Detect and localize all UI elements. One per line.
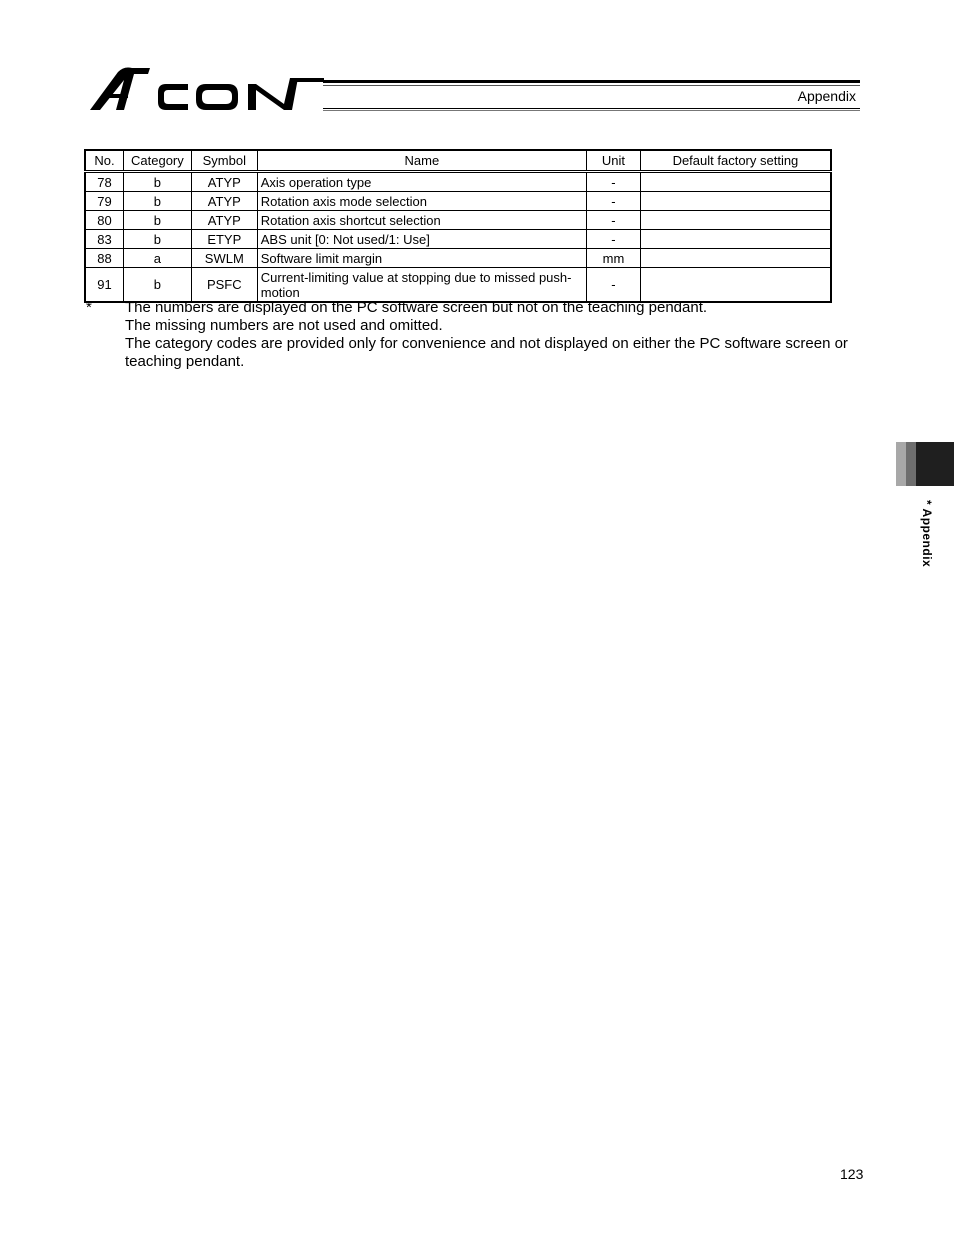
- section-label: Appendix: [797, 88, 856, 104]
- cell-symbol: ATYP: [191, 172, 257, 192]
- cell-symbol: ATYP: [191, 192, 257, 211]
- cell-symbol: PSFC: [191, 268, 257, 303]
- table-row: [85, 268, 831, 303]
- table-notes: [86, 299, 866, 371]
- column-header-name: Name: [257, 150, 586, 172]
- cell-default: [640, 211, 831, 230]
- table-row: [85, 172, 831, 192]
- cell-category: b: [123, 192, 191, 211]
- cell-unit: -: [587, 211, 641, 230]
- table-row: [85, 211, 831, 230]
- cell-symbol: ETYP: [191, 230, 257, 249]
- table-row: [85, 230, 831, 249]
- acon-logo: [88, 64, 328, 116]
- cell-default: [640, 268, 831, 303]
- cell-category: b: [123, 268, 191, 303]
- chapter-tab: [896, 442, 954, 486]
- cell-unit: mm: [587, 249, 641, 268]
- cell-unit: -: [587, 268, 641, 303]
- acon-logo-mark: [88, 64, 328, 116]
- table-row: [85, 192, 831, 211]
- cell-name: Current-limiting value at stopping due to missed push-motion: [257, 268, 586, 303]
- chapter-tab-stripe-mid: [906, 442, 916, 486]
- note-marker: *: [86, 299, 92, 316]
- header-rule-top: [323, 80, 860, 83]
- cell-name: ABS unit [0: Not used/1: Use]: [257, 230, 586, 249]
- cell-no: 83: [85, 230, 123, 249]
- cell-category: b: [123, 172, 191, 192]
- cell-no: 91: [85, 268, 123, 303]
- note-line: The category codes are provided only for convenience and not displayed on either the PC software screen or teaching pendant.: [125, 335, 848, 370]
- cell-default: [640, 192, 831, 211]
- note-line: The missing numbers are not used and omitted.: [125, 317, 443, 334]
- cell-category: b: [123, 230, 191, 249]
- column-header-category: Category: [123, 150, 191, 172]
- note-line: The numbers are displayed on the PC software screen but not on the teaching pendant.: [125, 299, 708, 316]
- cell-unit: -: [587, 172, 641, 192]
- chapter-tab-stripe-light: [896, 442, 906, 486]
- note-lines: [125, 299, 866, 371]
- cell-no: 80: [85, 211, 123, 230]
- cell-symbol: ATYP: [191, 211, 257, 230]
- header-rule-top-thin: [323, 85, 860, 86]
- header-rule-bottom: [323, 108, 860, 109]
- cell-no: 88: [85, 249, 123, 268]
- cell-symbol: SWLM: [191, 249, 257, 268]
- cell-name: Rotation axis mode selection: [257, 192, 586, 211]
- cell-default: [640, 172, 831, 192]
- cell-name: Software limit margin: [257, 249, 586, 268]
- cell-unit: -: [587, 230, 641, 249]
- cell-name: Rotation axis shortcut selection: [257, 211, 586, 230]
- column-header-symbol: Symbol: [191, 150, 257, 172]
- chapter-tab-label: * Appendix: [920, 500, 934, 568]
- cell-no: 79: [85, 192, 123, 211]
- column-header-default: Default factory setting: [640, 150, 831, 172]
- table-header-row: [85, 150, 831, 172]
- cell-default: [640, 249, 831, 268]
- parameter-table: [84, 149, 832, 303]
- cell-category: b: [123, 211, 191, 230]
- cell-default: [640, 230, 831, 249]
- cell-no: 78: [85, 172, 123, 192]
- column-header-unit: Unit: [587, 150, 641, 172]
- header-rule-bottom-thin: [323, 110, 860, 111]
- cell-unit: -: [587, 192, 641, 211]
- column-header-no: No.: [85, 150, 123, 172]
- table-row: [85, 249, 831, 268]
- chapter-tab-block-dark: [916, 442, 954, 486]
- page-number: 123: [840, 1166, 864, 1182]
- cell-category: a: [123, 249, 191, 268]
- cell-name: Axis operation type: [257, 172, 586, 192]
